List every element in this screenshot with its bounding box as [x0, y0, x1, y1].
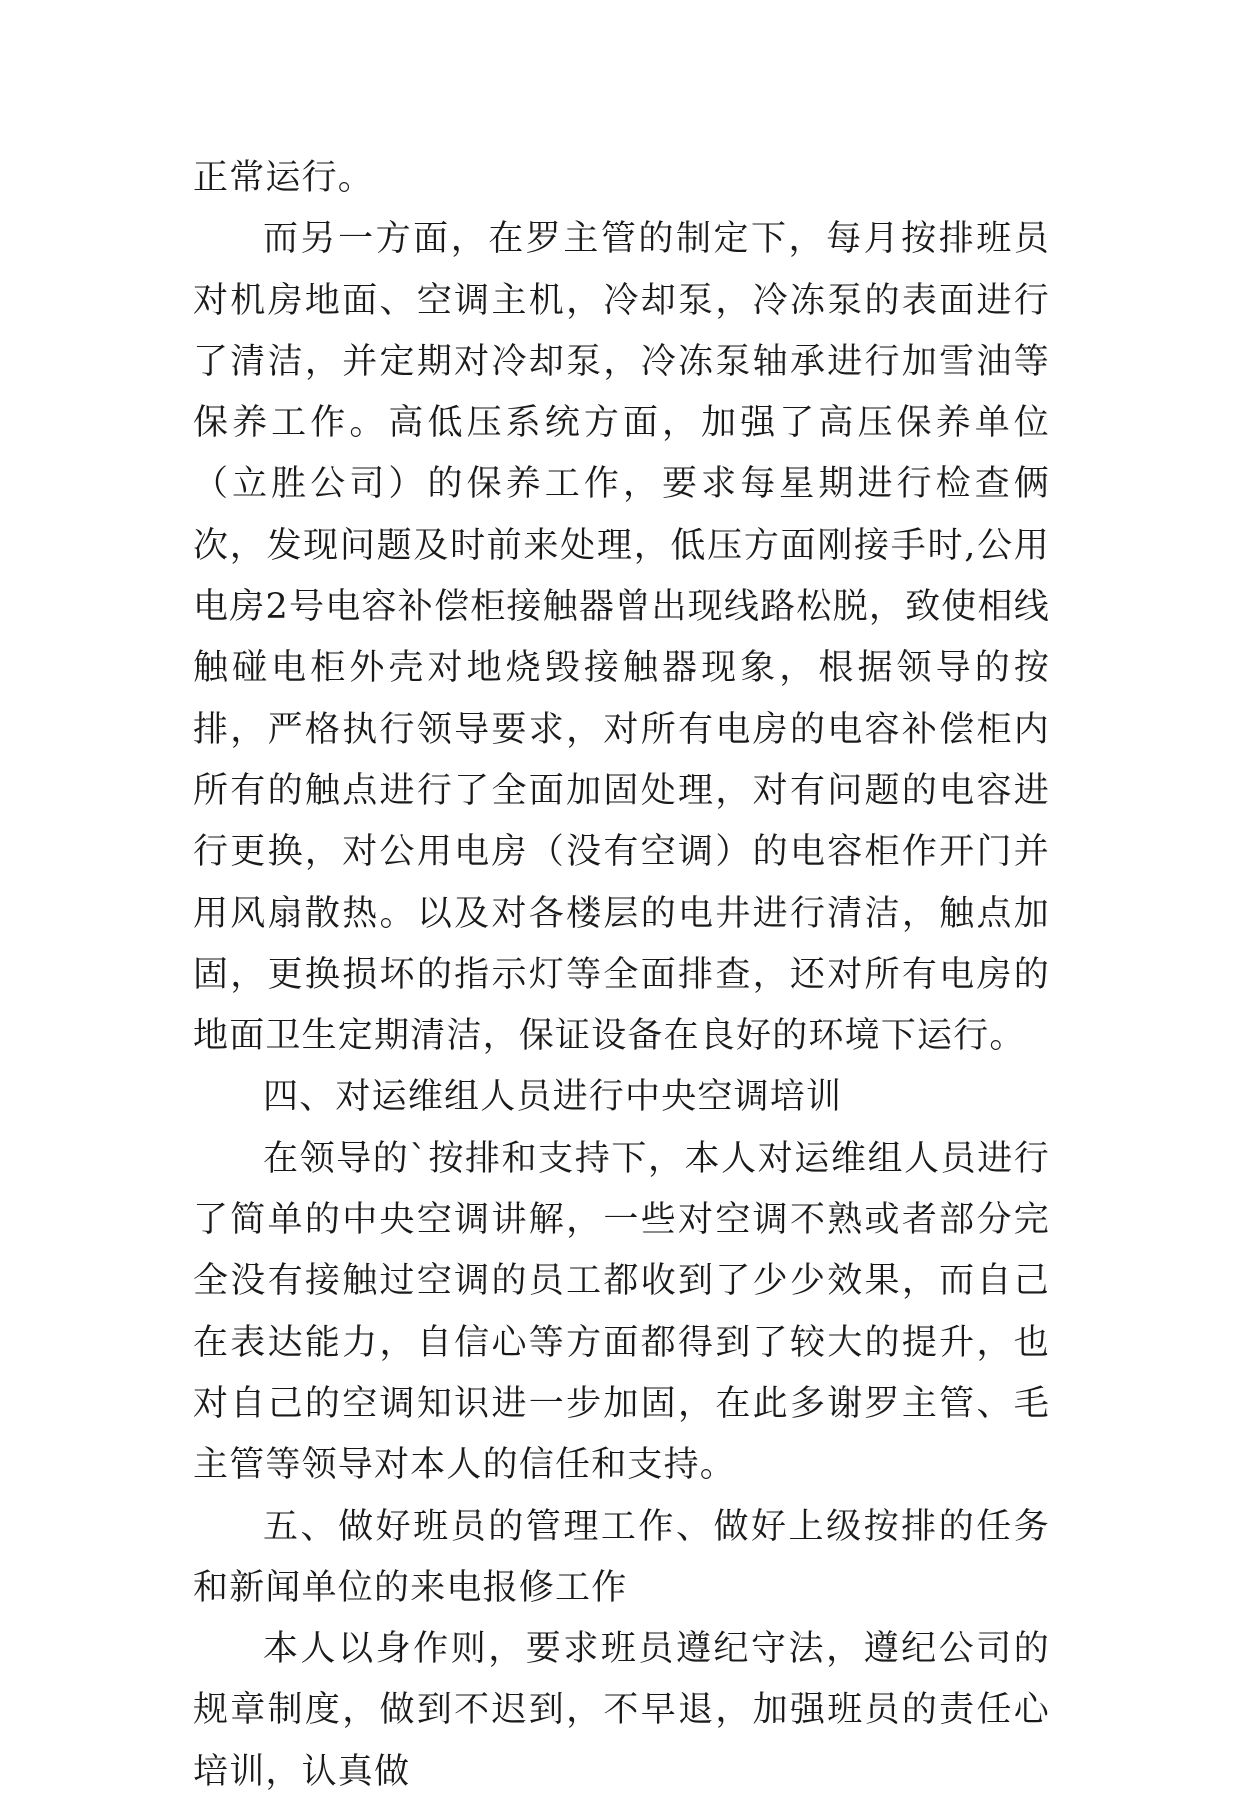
section-heading-training: 四、对运维组人员进行中央空调培训: [263, 1077, 843, 1118]
document-body: [193, 148, 1050, 1803]
paragraph-management: 本人以身作则，要求班员遵纪守法，遵纪公司的规章制度，做到不迟到，不早退，加强班员的责任心培训，认真做: [193, 1629, 1050, 1792]
paragraph-continuation: 正常运行。: [193, 158, 375, 198]
paragraph-training: 在领导的`按排和支持下，本人对运维组人员进行了简单的中央空调讲解，一些对空调不熟或者部分完全没有接触过空调的员工都收到了少少效果，而自己在表达能力，自信心等方面都得到了较大的提升，也对自己的空调知识进一步加固，在此多谢罗主管、毛主管等领导对本人的信任和支持。: [193, 1138, 1050, 1486]
section-heading-management: 五、做好班员的管理工作、做好上级按排的任务和新闻单位的来电报修工作: [193, 1506, 1050, 1608]
paragraph-maintenance: 而另一方面，在罗主管的制定下，每月按排班员对机房地面、空调主机，冷却泵，冷冻泵的表面进行了清洁，并定期对冷却泵，冷冻泵轴承进行加雪油等保养工作。高低压系统方面，加强了高压保养单位（立胜公司）的保养工作，要求每星期进行检查俩次，发现问题及时前来处理，低压方面刚接手时,公用电房2号电容补偿柜接触器曾出现线路松脱，致使相线触碰电柜外壳对地烧毁接触器现象，根据领导的按排，严格执行领导要求，对所有电房的电容补偿柜内所有的触点进行了全面加固处理，对有问题的电容进行更换，对公用电房（没有空调）的电容柜作开门并用风扇散热。以及对各楼层的电井进行清洁，触点加固，更换损坏的指示灯等全面排查，还对所有电房的地面卫生定期清洁，保证设备在良好的环境下运行。: [193, 219, 1050, 1057]
